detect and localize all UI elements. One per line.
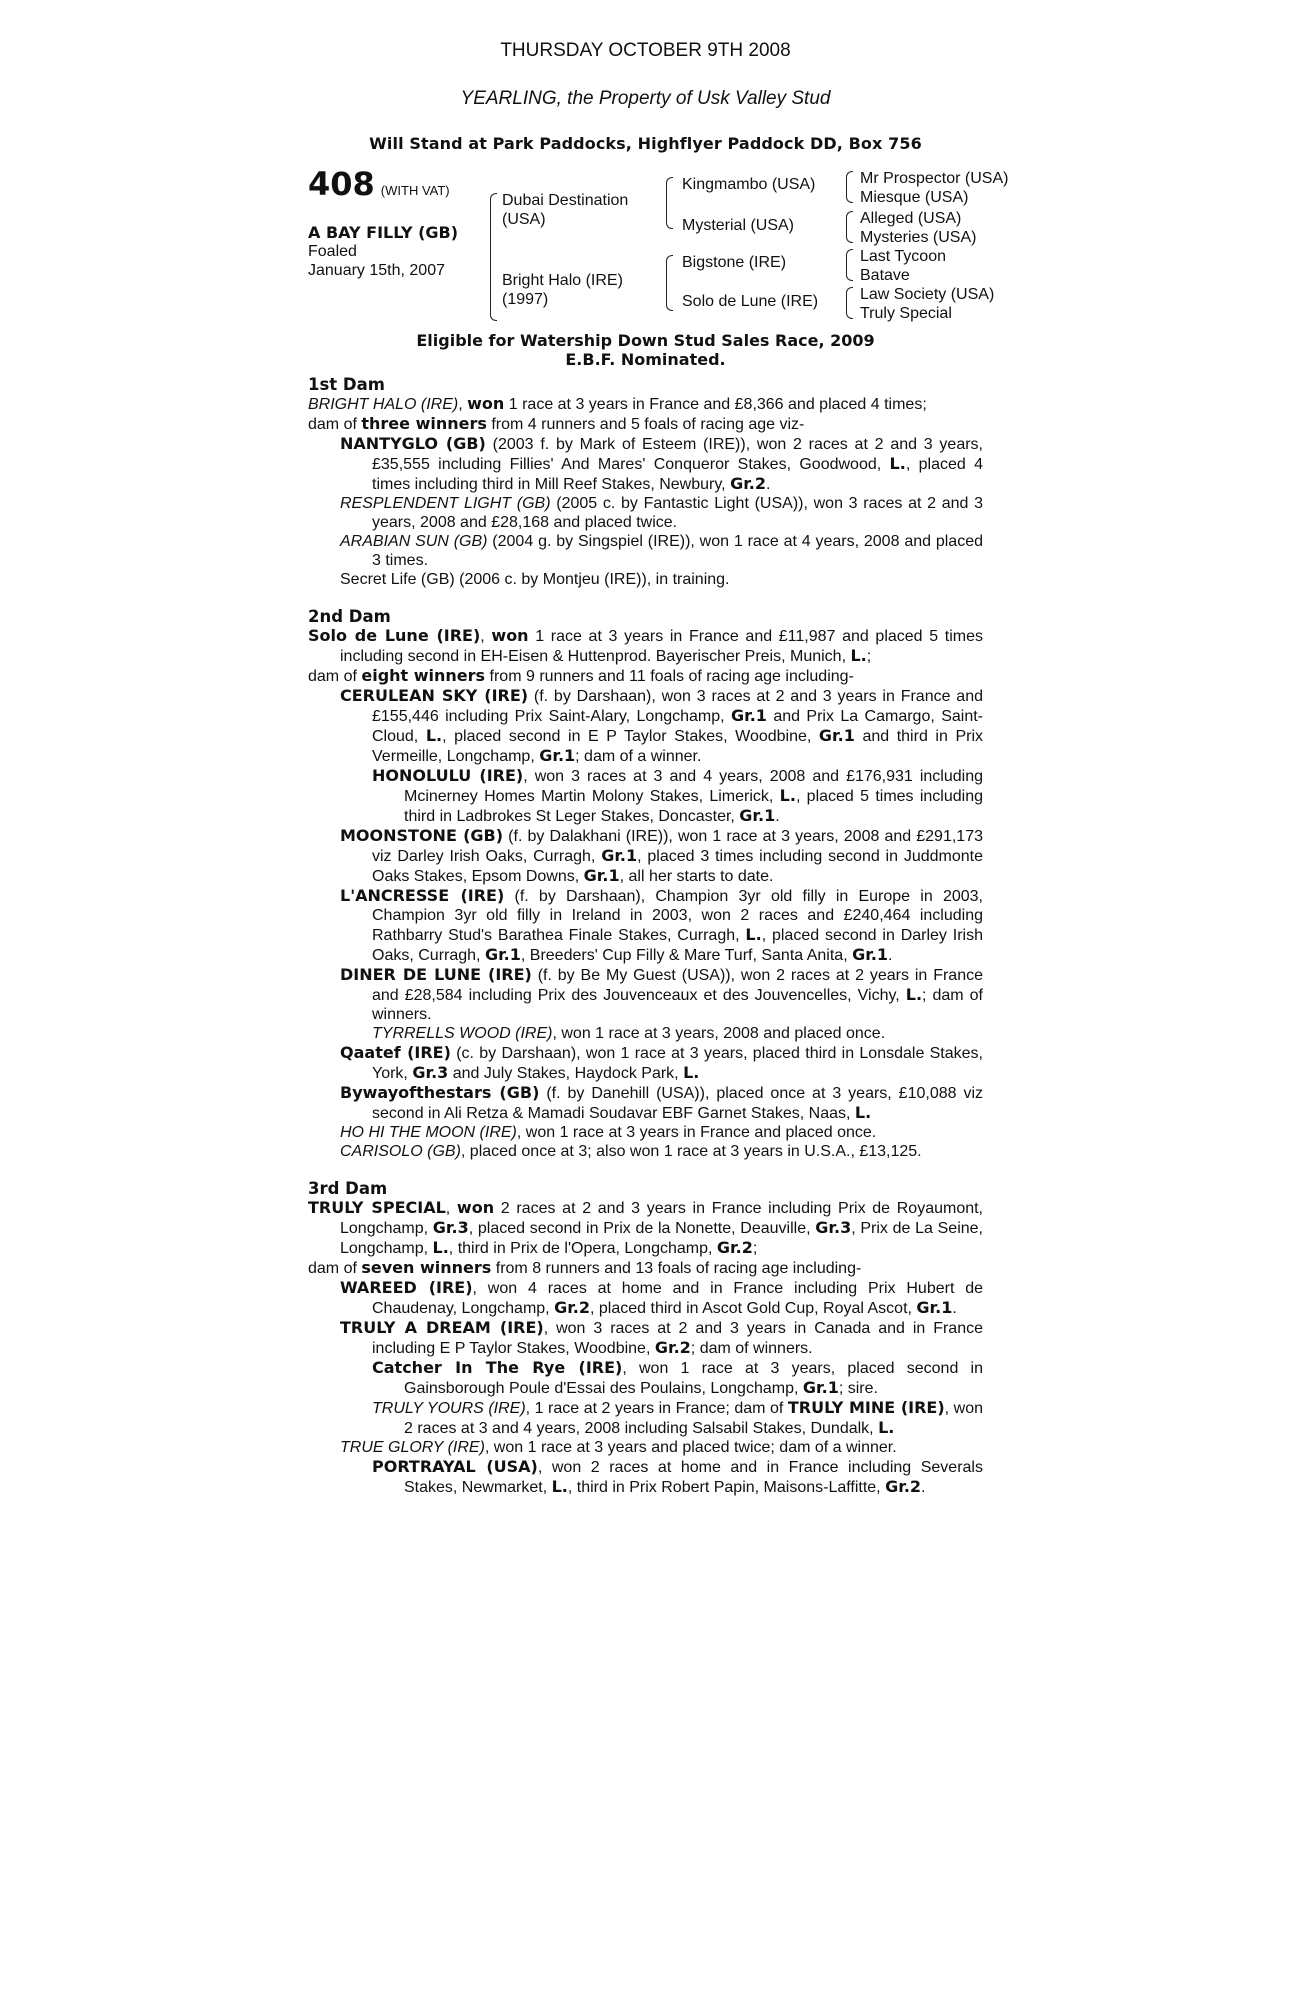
section-heading: 2nd Dam: [308, 607, 391, 626]
produce-entry: WAREED (IRE), won 4 races at home and in France including Prix Hubert de Chaudenay, Longchamp, Gr.2, placed third in Ascot Gold Cup, Royal Ascot, Gr.1.: [340, 1278, 983, 1317]
ancestor-8: Truly Special: [860, 305, 952, 322]
pedigree-brace-1: [490, 193, 497, 321]
sire-line-2: (USA): [502, 211, 546, 228]
produce-entry: HO HI THE MOON (IRE), won 1 race at 3 years in France and placed once.: [340, 1124, 877, 1141]
pedigree-block: [308, 165, 1009, 331]
produce-entry: PORTRAYAL (USA), won 2 races at home and in France including Severals Stakes, Newmarket, L., third in Prix Robert Papin, Maisons-Laffitte, Gr.2.: [372, 1457, 983, 1496]
produce-entry: ARABIAN SUN (GB) (2004 g. by Singspiel (IRE)), won 1 race at 4 years, 2008 and placed 3 times.: [340, 533, 983, 569]
ancestor-4: Mysteries (USA): [860, 229, 977, 246]
produce-entry: BRIGHT HALO (IRE), won 1 race at 3 years in France and £8,366 and placed 4 times;: [308, 394, 927, 413]
produce-entry: TYRRELLS WOOD (IRE), won 1 race at 3 years, 2008 and placed once.: [372, 1025, 886, 1042]
granddam-1: Mysterial (USA): [682, 217, 795, 234]
pedigree-brace-2b: [666, 255, 673, 311]
sales-race-eligibility: Eligible for Watership Down Stud Sales Race, 2009: [416, 331, 875, 350]
catalogue-page: [308, 40, 1009, 1497]
dam-line-2: (1997): [502, 291, 549, 308]
sire-line-1: Dubai Destination: [502, 192, 629, 209]
produce-entry: Catcher In The Rye (IRE), won 1 race at 3 years, placed second in Gainsborough Poule d'Essai des Poulains, Longchamp, Gr.1; sire.: [372, 1358, 984, 1397]
dam-produce-summary: dam of three winners from 4 runners and 5 foals of racing age viz-: [308, 414, 805, 433]
pedigree-brace-3d: [846, 287, 853, 319]
granddam-2: Solo de Lune (IRE): [682, 293, 819, 310]
produce-entry: Bywayofthestars (GB) (f. by Danehill (USA)), placed once at 3 years, £10,088 viz second in Ali Retza & Mamadi Soudavar EBF Garnet Stakes, Naas, L.: [340, 1083, 984, 1122]
produce-entry: CARISOLO (GB), placed once at 3; also won 1 race at 3 years in U.S.A., £13,125.: [340, 1143, 922, 1160]
dam-sections: [308, 375, 983, 1497]
stand-location: Will Stand at Park Paddocks, Highflyer Paddock DD, Box 756: [369, 134, 922, 153]
lot-vendor: YEARLING, the Property of Usk Valley Stud: [460, 88, 831, 109]
ebf-nominated: E.B.F. Nominated.: [565, 350, 726, 369]
produce-entry: TRULY A DREAM (IRE), won 3 races at 2 and 3 years in Canada and in France including E P Taylor Stakes, Woodbine, Gr.2; dam of winners.: [340, 1318, 983, 1357]
ancestor-1: Mr Prospector (USA): [860, 170, 1009, 187]
produce-entry: TRUE GLORY (IRE), won 1 race at 3 years and placed twice; dam of a winner.: [340, 1439, 897, 1456]
ancestor-7: Law Society (USA): [860, 286, 995, 303]
lot-title: A BAY FILLY (GB): [308, 223, 459, 242]
lot-number-line: [308, 165, 450, 203]
grandsire-1: Kingmambo (USA): [682, 176, 816, 193]
foaled-date: January 15th, 2007: [308, 262, 445, 279]
section-heading: 3rd Dam: [308, 1179, 388, 1198]
pedigree-brace-3b: [846, 211, 853, 243]
produce-entry: DINER DE LUNE (IRE) (f. by Be My Guest (USA)), won 2 races at 2 years in France and £28,584 including Prix des Jouvenceaux et des Jouvencelles, Vichy, L.; dam of winners.: [340, 965, 983, 1023]
dam-line-1: Bright Halo (IRE): [502, 272, 623, 289]
produce-entry: MOONSTONE (GB) (f. by Dalakhani (IRE)), won 1 race at 3 years, 2008 and £291,173 viz Darley Irish Oaks, Curragh, Gr.1, placed 3 times including second in Juddmonte Oaks Stakes, Epsom Downs, Gr.1, all her starts to date.: [340, 826, 984, 885]
produce-entry: TRULY YOURS (IRE), 1 race at 2 years in France; dam of TRULY MINE (IRE), won 2 races at 3 and 4 years, 2008 including Salsabil Stakes, Dundalk, L.: [372, 1398, 983, 1437]
ancestor-6: Batave: [860, 267, 910, 284]
dam-produce-summary: dam of eight winners from 9 runners and 11 foals of racing age including-: [308, 666, 854, 685]
pedigree-brace-3a: [846, 171, 853, 203]
grandsire-2: Bigstone (IRE): [682, 254, 787, 271]
produce-entry: CERULEAN SKY (IRE) (f. by Darshaan), won 3 races at 2 and 3 years in France and £155,446 including Prix Saint-Alary, Longchamp, Gr.1 and Prix La Camargo, Saint-Cloud, L., placed second in E P Taylor Stakes, Woodbine, Gr.1 and third in Prix Vermeille, Longchamp, Gr.1; dam of a winner.: [340, 686, 984, 765]
ancestor-3: Alleged (USA): [860, 210, 962, 227]
foaled-label: Foaled: [308, 243, 357, 260]
produce-entry: NANTYGLO (GB) (2003 f. by Mark of Esteem (IRE)), won 2 races at 2 and 3 years, £35,555 including Fillies' And Mares' Conqueror Stakes, Goodwood, L., placed 4 times including third in Mill Reef Stakes, Newbury, Gr.2.: [340, 434, 984, 493]
sale-date: THURSDAY OCTOBER 9TH 2008: [500, 40, 791, 61]
ancestor-5: Last Tycoon: [860, 248, 946, 265]
produce-entry: Solo de Lune (IRE), won 1 race at 3 years in France and £11,987 and placed 5 times including second in EH-Eisen & Huttenprod. Bayerischer Preis, Munich, L.;: [308, 626, 984, 665]
produce-entry: L'ANCRESSE (IRE) (f. by Darshaan), Champion 3yr old filly in Europe in 2003, Champion 3yr old filly in Ireland in 2003, won 2 races and £240,464 including Rathbarry Stud's Barathea Finale Stakes, Curragh, L., placed second in Darley Irish Oaks, Curragh, Gr.1, Breeders' Cup Filly & Mare Turf, Santa Anita, Gr.1.: [340, 886, 984, 964]
vat-label: (WITH VAT): [380, 183, 450, 198]
pedigree-brace-2a: [666, 177, 673, 229]
produce-entry: Qaatef (IRE) (c. by Darshaan), won 1 race at 3 years, placed third in Lonsdale Stakes, York, Gr.3 and July Stakes, Haydock Park, L.: [340, 1043, 983, 1082]
produce-entry: HONOLULU (IRE), won 3 races at 3 and 4 years, 2008 and £176,931 including Mcinerney Homes Martin Molony Stakes, Limerick, L., placed 5 times including third in Ladbrokes St Leger Stakes, Doncaster, Gr.1.: [372, 766, 984, 825]
pedigree-brace-3c: [846, 249, 853, 281]
dam-produce-summary: dam of seven winners from 8 runners and 13 foals of racing age including-: [308, 1258, 862, 1277]
section-heading: 1st Dam: [308, 375, 385, 394]
lot-number: 408: [308, 165, 375, 203]
produce-entry: RESPLENDENT LIGHT (GB) (2005 c. by Fantastic Light (USA)), won 3 races at 2 and 3 years, 2008 and £28,168 and placed twice.: [340, 495, 984, 531]
produce-entry: TRULY SPECIAL, won 2 races at 2 and 3 years in France including Prix de Royaumont, Longchamp, Gr.3, placed second in Prix de la Nonette, Deauville, Gr.3, Prix de La Seine, Longchamp, L., third in Prix de l'Opera, Longchamp, Gr.2;: [308, 1198, 984, 1257]
produce-entry: Secret Life (GB) (2006 c. by Montjeu (IRE)), in training.: [340, 571, 730, 588]
ancestor-2: Miesque (USA): [860, 189, 969, 206]
